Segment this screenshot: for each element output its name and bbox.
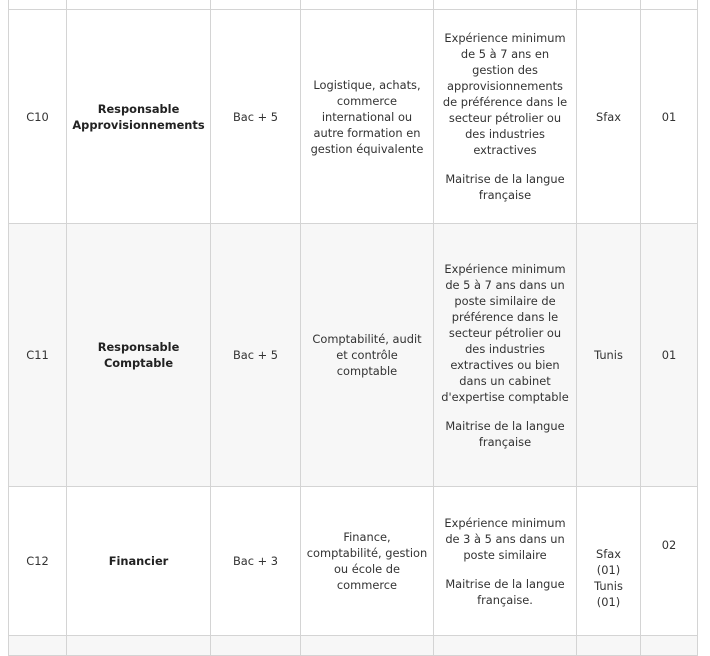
job-language: Maitrise de la langue française xyxy=(445,172,565,202)
table-row xyxy=(9,10,698,224)
job-location-line: (01) xyxy=(596,563,621,577)
job-count: 01 xyxy=(641,224,698,487)
job-offers-table xyxy=(8,0,698,656)
job-language: Maitrise de la langue française. xyxy=(445,576,565,607)
job-title: Financier xyxy=(67,487,211,636)
job-location xyxy=(577,487,641,636)
table-row-top-partial xyxy=(9,0,698,10)
table-row xyxy=(9,224,698,487)
job-requirements xyxy=(434,224,577,487)
table-cell xyxy=(641,0,698,10)
job-code: C11 xyxy=(9,224,67,487)
table-cell xyxy=(9,0,67,10)
job-count: 01 xyxy=(641,10,698,224)
job-count: 02 xyxy=(641,487,698,636)
table-cell xyxy=(434,0,577,10)
job-requirements xyxy=(434,487,577,636)
job-requirements xyxy=(434,10,577,224)
job-location-line: Sfax xyxy=(596,547,621,561)
job-title: Responsable Comptable xyxy=(67,224,211,487)
table-cell xyxy=(67,0,211,10)
job-location-line: Sfax xyxy=(596,109,621,124)
job-title: Responsable Approvisionnements xyxy=(67,10,211,224)
job-code: C10 xyxy=(9,10,67,224)
job-experience: Expérience minimum de 3 à 5 ans dans un poste similaire xyxy=(444,515,566,562)
table-cell xyxy=(301,0,434,10)
job-location xyxy=(577,10,641,224)
job-diploma: Bac + 5 xyxy=(211,10,301,224)
job-location-line: Tunis xyxy=(594,348,623,362)
job-language: Maitrise de la langue française xyxy=(445,418,565,449)
job-location-line: Tunis xyxy=(594,579,623,593)
table-row xyxy=(9,487,698,636)
job-code: C12 xyxy=(9,487,67,636)
table-cell xyxy=(577,0,641,10)
job-diploma: Bac + 5 xyxy=(211,224,301,487)
job-diploma: Bac + 3 xyxy=(211,487,301,636)
table-cell xyxy=(211,0,301,10)
job-specialty: Logistique, achats, commerce international ou autre formation en gestion équivalente xyxy=(301,10,434,224)
job-location-line: (01) xyxy=(596,595,621,609)
job-experience: Expérience minimum de 5 à 7 ans en gestion des approvisionnements de préférence dans le secteur pétrolier ou des industries extractives xyxy=(442,31,568,157)
job-specialty: Finance, comptabilité, gestion ou école de commerce xyxy=(301,487,434,636)
job-location xyxy=(577,224,641,487)
job-experience: Expérience minimum de 5 à 7 ans dans un poste similaire de préférence dans le secteur pétrolier ou des industries extractives ou bien dans un cabinet d'expertise comptable xyxy=(441,261,569,404)
job-specialty: Comptabilité, audit et contrôle comptable xyxy=(301,224,434,487)
